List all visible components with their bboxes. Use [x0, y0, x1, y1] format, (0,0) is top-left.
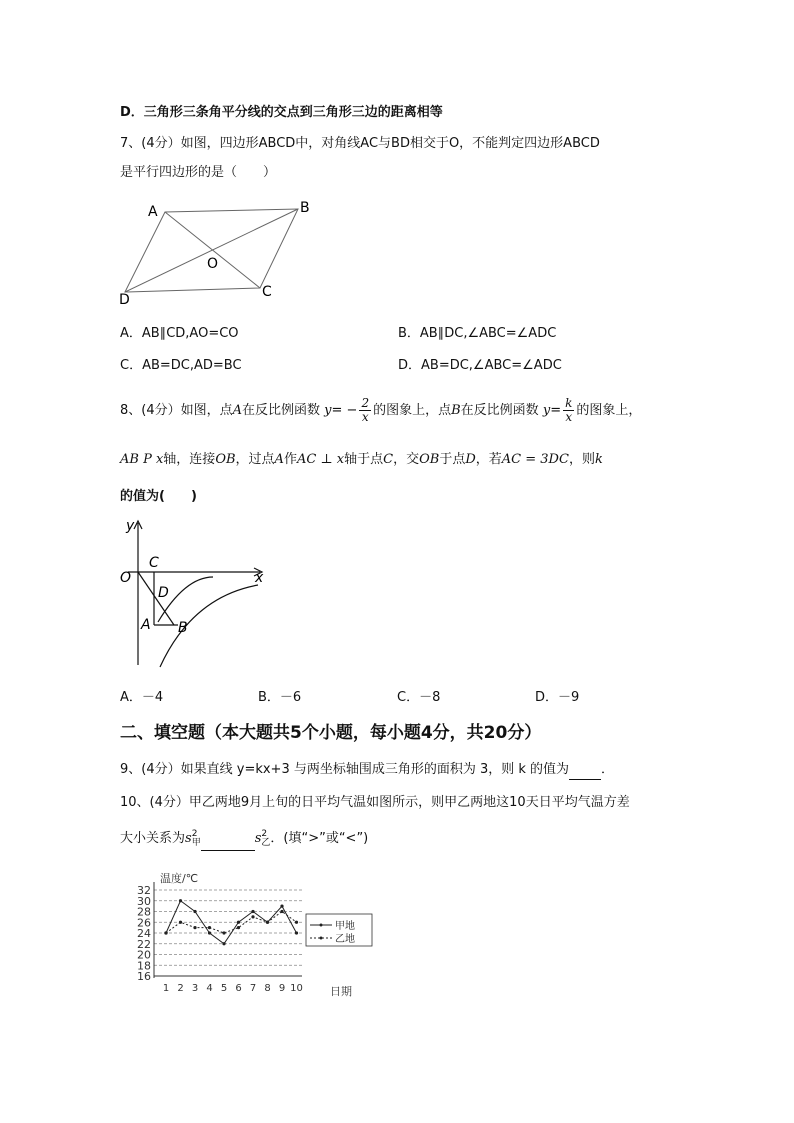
y-tick-label: 20 — [137, 948, 151, 962]
q8-stem-line2: AB P x轴，连接OB，过点A作AC ⊥ x轴于点C，交OB于点D，若AC = 3DC，则k — [120, 452, 603, 467]
y-tick-label: 18 — [137, 959, 151, 973]
legend-label: 乙地 — [335, 934, 355, 945]
legend-label: 甲地 — [335, 921, 355, 932]
q7-label-c: C — [262, 284, 272, 300]
q8-option-d[interactable]: D．－9 — [535, 690, 580, 705]
data-point — [280, 910, 283, 913]
q7-label-b: B — [300, 200, 310, 216]
x-tick-label: 7 — [249, 983, 257, 994]
x-tick-label: 6 — [235, 983, 242, 994]
data-point — [266, 921, 269, 924]
q7-option-d[interactable]: D．AB=DC,∠ABC=∠ADC — [398, 358, 562, 373]
q9-answer-blank[interactable] — [569, 761, 601, 780]
q10-stem-line2: 大小关系为s 2 甲 s 2 乙 ．(填“>”或“<”) — [120, 828, 368, 851]
q10-stem-line1: 10、(4分）甲乙两地9月上旬的日平均气温如图所示，则甲乙两地这10天日平均气温方差 — [120, 795, 630, 810]
temperature-line-chart — [120, 868, 380, 1003]
data-point — [237, 921, 240, 924]
q8-stem-line1: 8、(4分）如图，点A在反比例函数 y= − $\frac{2}{x}$ 的图象上，点B在反比例函数 y= $\frac{k}{x}$ 的图象上， — [120, 396, 642, 424]
q8-stem-line3: 的值为( ) — [120, 489, 197, 504]
q8-option-c[interactable]: C．－8 — [397, 690, 441, 705]
x-tick-label: 8 — [264, 983, 271, 994]
q8-label-b: B — [178, 620, 188, 636]
q8-label-a: A — [141, 617, 151, 633]
data-point — [208, 931, 211, 934]
data-point — [280, 905, 283, 908]
x-tick-label: 5 — [220, 983, 228, 994]
y-tick-label: 26 — [137, 916, 151, 930]
q10-answer-blank[interactable] — [201, 828, 255, 851]
q8-label-c: C — [149, 555, 159, 571]
q7-label-d: D — [119, 292, 130, 306]
q8-fraction-1: $\frac{2}{x}$ — [361, 396, 370, 424]
y-tick-label: 30 — [137, 894, 151, 908]
q8-label-d: D — [158, 585, 169, 601]
q7-option-a[interactable]: A．AB∥CD,AO=CO — [120, 326, 239, 341]
y-tick-label: 28 — [137, 905, 151, 919]
x-tick-label: 2 — [177, 983, 184, 994]
y-tick-label: 24 — [137, 927, 151, 940]
q8-option-a[interactable]: A．－4 — [120, 690, 164, 705]
q7-label-a: A — [148, 204, 158, 220]
q8-label-y: y — [126, 518, 135, 534]
q8-option-b[interactable]: B．－6 — [258, 690, 302, 705]
x-tick-label: 3 — [191, 983, 199, 994]
x-axis-label: 日期 — [330, 985, 352, 998]
q7-stem-line1: 7、(4分）如图，四边形ABCD中，对角线AC与BD相交于O，不能判定四边形ABCD — [120, 136, 600, 151]
legend-marker — [320, 924, 323, 927]
data-point — [222, 931, 225, 934]
q8-label-o: O — [120, 570, 132, 586]
q7-label-o: O — [207, 256, 219, 272]
q7-option-b[interactable]: B．AB∥DC,∠ABC=∠ADC — [398, 326, 557, 341]
data-point — [222, 942, 225, 945]
y-axis-label: 温度/℃ — [160, 872, 199, 885]
data-point — [251, 915, 254, 918]
y-tick-label: 16 — [137, 970, 151, 983]
x-tick-label: 1 — [162, 983, 170, 994]
legend-marker — [320, 937, 323, 940]
q8-hyperbola-figure — [110, 515, 280, 675]
y-tick-label: 22 — [137, 937, 151, 951]
x-tick-label: 10 — [290, 983, 303, 994]
x-tick-label: 4 — [206, 983, 213, 994]
q7-stem-line2: 是平行四边形的是（ ） — [120, 165, 277, 180]
q7-parallelogram-figure — [110, 196, 330, 306]
data-point — [179, 899, 182, 902]
q9-stem: 9、(4分）如果直线 y=kx+3 与两坐标轴围成三角形的面积为 3，则 k 的值为 ． — [120, 761, 614, 780]
q8-fraction-2: $\frac{k}{x}$ — [565, 396, 573, 424]
data-point — [164, 931, 167, 934]
data-point — [295, 921, 298, 924]
data-point — [251, 910, 254, 913]
data-point — [208, 926, 211, 929]
q8-label-x: x — [255, 570, 264, 586]
x-tick-label: 9 — [278, 983, 286, 994]
data-point — [295, 931, 298, 934]
section-heading: 二、填空题（本大题共5个小题，每小题4分，共20分） — [120, 723, 542, 743]
data-point — [179, 921, 182, 924]
data-point — [193, 910, 196, 913]
y-tick-label: 32 — [137, 884, 151, 897]
data-point — [237, 926, 240, 929]
q6-option-d: D．三角形三条角平分线的交点到三角形三边的距离相等 — [120, 105, 443, 120]
data-point — [193, 926, 196, 929]
q7-option-c[interactable]: C．AB=DC,AD=BC — [120, 358, 242, 373]
